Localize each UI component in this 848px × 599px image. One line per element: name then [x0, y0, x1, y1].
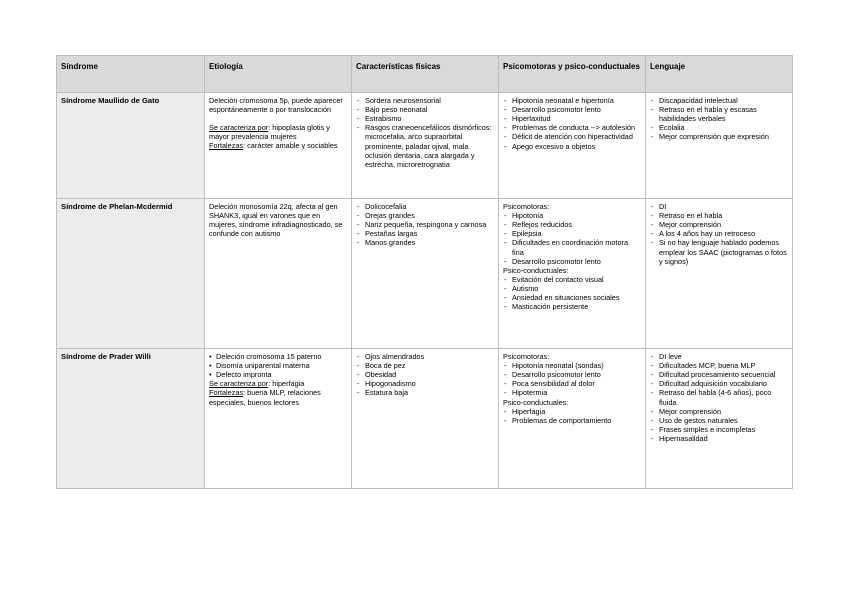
- caracteriza-text: : hipoplasia glotis y mayor prevalencia mujeres: [209, 123, 330, 142]
- list-item: - Déficit de atención con hiperactividad: [503, 132, 641, 141]
- list-item: - Apego excesivo a objetos: [503, 142, 641, 151]
- psicomotoras-label: Psicomotoras:: [503, 202, 550, 211]
- lenguaje-list: [650, 202, 788, 266]
- psicomotoras-label: Psicomotoras:: [503, 352, 550, 361]
- list-item: - Problemas de conducta --> autolesión: [503, 123, 641, 132]
- list-item: - Dolicocefalia: [356, 202, 494, 211]
- list-item: - Ojos almendrados: [356, 352, 494, 361]
- fortalezas-text: : carácter amable y sociables: [243, 141, 338, 151]
- list-item: - Hipotonía neonatal e hipertonía: [503, 96, 641, 105]
- list-item: - Hiperfagia: [503, 407, 641, 416]
- list-item: - Desarrollo psicomotor lento: [503, 257, 641, 266]
- list-item: - Masticación persistente: [503, 302, 641, 311]
- list-item: - Hiperlaxitud: [503, 114, 641, 123]
- etiologia-cell: [205, 349, 352, 489]
- header-lenguaje: Lenguaje: [646, 56, 793, 93]
- lenguaje-list: [650, 96, 788, 142]
- caracteriza-label: Se caracteriza por: [209, 379, 269, 389]
- caracteriza-text: : hiperfagia: [268, 379, 305, 389]
- table-header-row: [57, 56, 793, 93]
- list-item: - Retraso del habla (4-6 años), poco fluida: [650, 388, 788, 406]
- list-item: - Estatura baja: [356, 388, 494, 397]
- row-syndrome-name: Síndrome de Prader Willi: [57, 349, 205, 489]
- list-item: - Epilepsia: [503, 229, 641, 238]
- header-sindrome: Síndrome: [57, 56, 205, 93]
- list-item: - Orejas grandes: [356, 211, 494, 220]
- table-row: [57, 93, 793, 199]
- lenguaje-cell: [646, 199, 793, 349]
- fisicas-list: [356, 352, 494, 398]
- fisicas-list: [356, 96, 494, 169]
- etiologia-fortalezas: [209, 388, 347, 406]
- header-etiologia: Etiología: [205, 56, 352, 93]
- list-item: - Problemas de comportamiento: [503, 416, 641, 425]
- list-item: - Dificultad procesamiento secuencial: [650, 370, 788, 379]
- list-item: • Disomía uniparental materna: [209, 361, 347, 370]
- list-item: - Poca sensibilidad al dolor: [503, 379, 641, 388]
- list-item: - Bajo peso neonatal: [356, 105, 494, 114]
- etiologia-cell: [205, 199, 352, 349]
- lenguaje-cell: [646, 349, 793, 489]
- list-item: - Estrabismo: [356, 114, 494, 123]
- list-item: - Mejor comprensión que expresión: [650, 132, 788, 141]
- fortalezas-label: Fortalezas: [209, 141, 244, 151]
- list-item: - Dificultad adquisición vocabulario: [650, 379, 788, 388]
- list-item: - Ansiedad en situaciones sociales: [503, 293, 641, 302]
- syndromes-table: [56, 55, 793, 489]
- list-item: - Desarrollo psicomotor lento: [503, 105, 641, 114]
- list-item: - Autismo: [503, 284, 641, 293]
- psico-cell: [499, 199, 646, 349]
- list-item: - Hipotonía: [503, 211, 641, 220]
- list-item: - Hipernasalidad: [650, 434, 788, 443]
- list-item: - Sordera neurosensorial: [356, 96, 494, 105]
- list-item: - Frases simples e incompletas: [650, 425, 788, 434]
- list-item: - DI: [650, 202, 788, 211]
- list-item: - Rasgos craneoencefálicos dismórficos: microcefalia, arco supraorbital prominente, paladar ojival, mala oclusión dentaria, cara alargada y estrecha, microretrognatia: [356, 123, 494, 169]
- list-item: - Discapacidad intelectual: [650, 96, 788, 105]
- etiologia-fortalezas: [209, 141, 347, 150]
- fortalezas-text: : buena MLP, relaciones especiales, buenos lectores: [209, 388, 321, 407]
- table-row: [57, 349, 793, 489]
- lenguaje-list: [650, 352, 788, 443]
- list-item: - Pestañas largas: [356, 229, 494, 238]
- psicoconductuales-label: Psico-conductuales:: [503, 265, 569, 275]
- list-item: - Obesidad: [356, 370, 494, 379]
- row-syndrome-name: Síndrome Maullido de Gato: [57, 93, 205, 199]
- list-item: • Deleción cromosoma 15 paterno: [209, 352, 347, 361]
- list-item: - Hipotonía neonatal (sondas): [503, 361, 641, 370]
- list-item: - Retraso en el habla: [650, 211, 788, 220]
- etiologia-text: Deleción cromosoma 5p, puede aparecer espontáneamente o por translocación: [209, 96, 343, 115]
- list-item: - DI leve: [650, 352, 788, 361]
- list-item: - Uso de gestos naturales: [650, 416, 788, 425]
- header-psicomotoras: Psicomotoras y psico-conductuales: [499, 56, 646, 93]
- list-item: - Manos grandes: [356, 238, 494, 247]
- list-item: - Retraso en el habla y escasas habilidades verbales: [650, 105, 788, 123]
- psicoconductuales-label: Psico-conductuales:: [503, 397, 569, 407]
- list-item: - A los 4 años hay un retroceso: [650, 229, 788, 238]
- psicomotoras-list: [503, 361, 641, 397]
- psico-cell: [499, 349, 646, 489]
- header-caracteristicas-fisicas: Características físicas: [352, 56, 499, 93]
- list-item: - Hipotermia: [503, 388, 641, 397]
- list-item: - Dificultades MCP, buena MLP: [650, 361, 788, 370]
- list-item: • Defecto impronta: [209, 370, 347, 379]
- list-item: - Evitación del contacto visual: [503, 275, 641, 284]
- psicomotoras-list: [503, 211, 641, 266]
- psico-list: [503, 96, 641, 151]
- fisicas-list: [356, 202, 494, 248]
- list-item: - Boca de pez: [356, 361, 494, 370]
- row-syndrome-name: Síndrome de Phelan-Mcdermid: [57, 199, 205, 349]
- fisicas-cell: [352, 199, 499, 349]
- list-item: - Mejor comprensión: [650, 220, 788, 229]
- etiologia-caracteriza: [209, 379, 347, 388]
- table-row: [57, 199, 793, 349]
- fortalezas-label: Fortalezas: [209, 388, 244, 398]
- psicoconductuales-list: [503, 407, 641, 425]
- list-item: - Dificultades en coordinación motora fina: [503, 238, 641, 256]
- list-item: - Reflejos reducidos: [503, 220, 641, 229]
- lenguaje-cell: [646, 93, 793, 199]
- fisicas-cell: [352, 93, 499, 199]
- etiologia-list: [209, 352, 347, 379]
- list-item: - Ecolalia: [650, 123, 788, 132]
- etiologia-text: Deleción monosomía 22q, afecta al gen SHANK3, igual en varones que en mujeres, síndrome infradiagnosticado, se confunde con autismo: [209, 202, 343, 239]
- list-item: - Nariz pequeña, respingona y carnosa: [356, 220, 494, 229]
- caracteriza-label: Se caracteriza por: [209, 123, 269, 133]
- psico-cell: [499, 93, 646, 199]
- list-item: - Si no hay lenguaje hablado podemos emplear los SAAC (pictogramas o fotos y signos): [650, 238, 788, 265]
- etiologia-caracteriza: [209, 123, 347, 141]
- list-item: - Hipogonadismo: [356, 379, 494, 388]
- fisicas-cell: [352, 349, 499, 489]
- list-item: - Mejor comprensión: [650, 407, 788, 416]
- list-item: - Desarrollo psicomotor lento: [503, 370, 641, 379]
- etiologia-cell: [205, 93, 352, 199]
- psicoconductuales-list: [503, 275, 641, 311]
